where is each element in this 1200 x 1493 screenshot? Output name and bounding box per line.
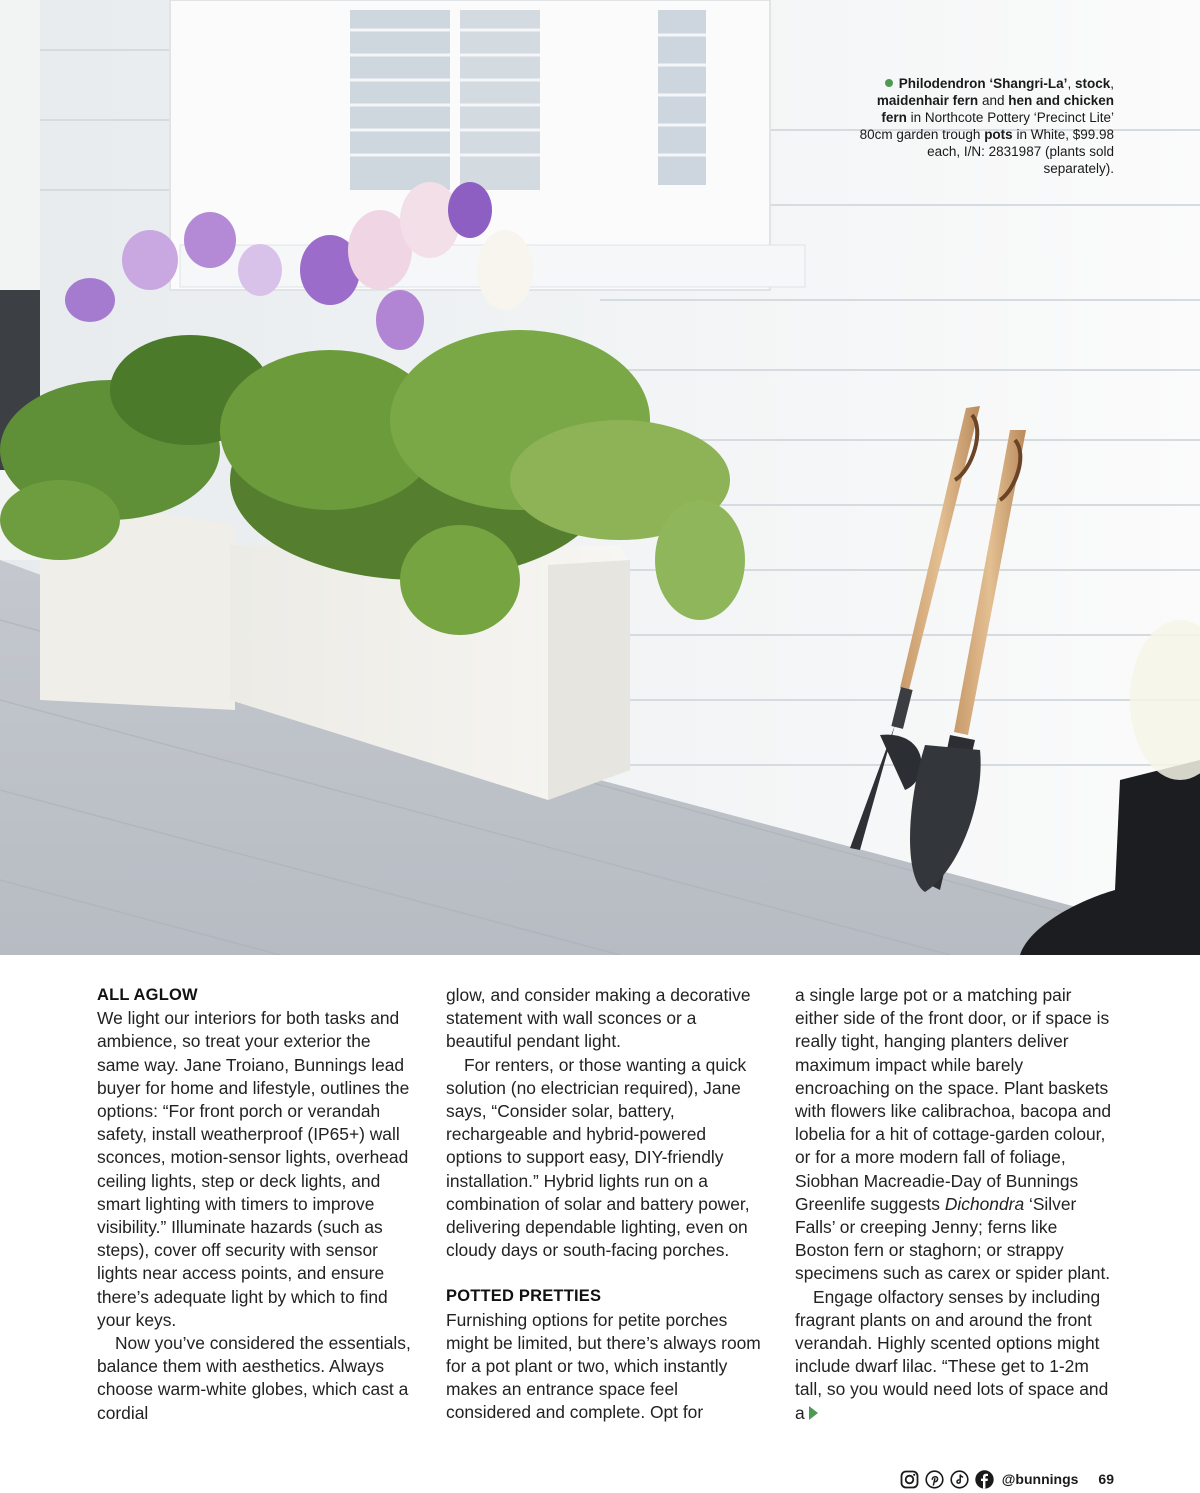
paragraph — [795, 984, 1115, 1286]
article-column-3 — [795, 984, 1115, 1425]
caption-part: , — [1067, 76, 1075, 91]
social-handle: @bunnings — [1001, 1471, 1079, 1487]
section-heading-potted-pretties: POTTED PRETTIES — [446, 1287, 602, 1306]
caption-part: maidenhair fern — [876, 93, 979, 108]
section-heading-all-aglow: ALL AGLOW — [97, 986, 198, 1004]
caption-part: in Northcote Pottery ‘Precinct Lite’ 80cm garden trough — [859, 110, 1114, 142]
text-run: ‘Silver Falls’ or creeping Jenny; ferns like Boston fern or staghorn; or strappy specimens such as carex or spider plant. — [795, 1193, 1111, 1284]
article-column-1 — [97, 984, 417, 1425]
text-run: Engage olfactory senses by including fragrant plants on and around the front verandah. Highly scented options might include dwarf lilac. “These get to 1-2m tall, so you would need lots of space and a — [795, 1286, 1109, 1423]
caption-part: stock — [1074, 76, 1111, 91]
paragraph: Furnishing options for petite porches might be limited, but there’s always room for a pot plant or two, which instantly makes an entrance space feel considered and complete. Opt for — [446, 1309, 761, 1423]
caption-part: Philodendron ‘Shangri-La’ — [898, 76, 1068, 91]
caption-part: hen and chicken fern — [881, 93, 1114, 125]
text-run: a single large pot or a matching pair either side of the front door, or if space is really tight, hanging planters deliver maximum impact while barely encroaching on the space. Plant baskets with flowers like calibrachoa, bacopa and lobelia for a hit of cottage-garden colour, or for a more modern fall of foliage, Siobhan Macreadie-Day of Bunnings Greenlife suggests — [795, 985, 1112, 1214]
facebook-icon[interactable] — [975, 1470, 994, 1489]
caption-part: in White, $99.98 each, I/N: 2831987 (plants sold separately). — [927, 127, 1114, 176]
paragraph — [795, 1286, 1115, 1425]
photo-caption — [854, 75, 1114, 177]
article-column-2 — [446, 984, 766, 1425]
pinterest-icon[interactable] — [925, 1470, 944, 1489]
paragraph: We light our interiors for both tasks and ambience, so treat your exterior the same way. Jane Troiano, Bunnings lead buyer for home and lifestyle, outlines the options: “For front porch or verandah safety, install weatherproof (IP65+) wall sconces, motion-sensor lights, overhead ceiling lights, step or deck lights, and smart lighting with timers to improve visibility.” Illuminate hazards (such as steps), cover off security with sensor lights near access points, and ensure there’s adequate light by which to find your keys. — [97, 1008, 410, 1330]
instagram-icon[interactable] — [900, 1470, 919, 1489]
caption-part: pots — [984, 127, 1013, 142]
continue-arrow-icon — [809, 1406, 818, 1420]
page-number: 69 — [1098, 1471, 1114, 1487]
paragraph: Now you’ve considered the essentials, balance them with aesthetics. Always choose warm-white globes, which cast a cordial — [97, 1333, 411, 1423]
caption-part: , — [1110, 76, 1114, 91]
caption-part: and — [978, 93, 1009, 108]
caption-bullet-icon — [885, 79, 893, 87]
paragraph: glow, and consider making a decorative statement with wall sconces or a beautiful pendant light. — [446, 985, 751, 1052]
page-footer — [900, 1467, 1114, 1491]
paragraph: For renters, or those wanting a quick solution (no electrician required), Jane says, “Consider solar, battery, rechargeable and hybrid-powered options to support easy, DIY-friendly installation.” Hybrid lights run on a combination of solar and battery power, delivering dependable lighting, even on cloudy days or south-facing porches. — [446, 1054, 750, 1261]
tiktok-icon[interactable] — [950, 1470, 969, 1489]
plant-name-italic: Dichondra — [944, 1193, 1025, 1214]
section-gap — [446, 1262, 766, 1285]
